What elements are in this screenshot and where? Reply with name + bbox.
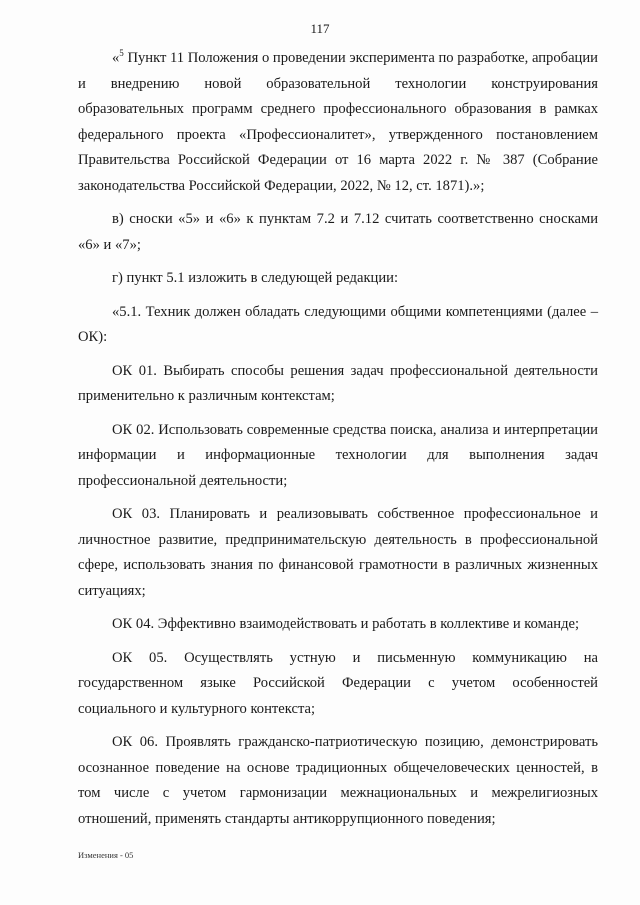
footnote-paragraph <box>78 46 598 199</box>
paragraph-v: в) сноски «5» и «6» к пунктам 7.2 и 7.12 считать соответственно сносками «6» и «7»; <box>78 211 598 253</box>
competency-ok-05: ОК 05. Осуществлять устную и письменную коммуникацию на государственном языке Российской Федерации с учетом особенностей социального и культурного контекста; <box>78 649 598 717</box>
competency-ok-06: ОК 06. Проявлять гражданско-патриотическую позицию, демонстрировать осознанное поведение на основе традиционных общечеловеческих ценностей, в том числе с учетом гармонизации межнациональных и межрелигиозных отношений, применять стандарты антикоррупционного поведения; <box>78 734 598 827</box>
competency-ok-02: ОК 02. Использовать современные средства поиска, анализа и интерпретации информации и информационные технологии для выполнения задач профессиональной деятельности; <box>78 421 598 489</box>
footnote-text: Пункт 11 Положения о проведении эксперимента по разработке, апробации и внедрению новой образовательной технологии конструирования образовательных программ среднего профессионального образования в рамках федерального проекта «Профессионалитет», утвержденного постановлением Правительства Российской Федерации от 16 марта 2022 г. № 387 (Собрание законодательства Российской Федерации, 2022, № 12, ст. 1871).»; <box>78 50 598 194</box>
paragraph-5-1: «5.1. Техник должен обладать следующими общими компетенциями (далее – ОК): <box>78 303 598 345</box>
footnote-marker: 5 <box>119 48 124 58</box>
page-number: 117 <box>310 21 330 36</box>
competency-ok-01: ОК 01. Выбирать способы решения задач профессиональной деятельности применительно к различным контекстам; <box>78 362 598 404</box>
competency-ok-03: ОК 03. Планировать и реализовывать собственное профессиональное и личностное развитие, предпринимательскую деятельность в профессиональной сфере, использовать знания по финансовой грамотности в различных жизненных ситуациях; <box>78 506 598 599</box>
document-body <box>78 46 598 832</box>
paragraph-g: г) пункт 5.1 изложить в следующей редакции: <box>112 270 399 286</box>
footer-revision: Изменения - 05 <box>78 850 134 860</box>
quote-open: « <box>112 50 120 66</box>
competency-ok-04: ОК 04. Эффективно взаимодействовать и работать в коллективе и команде; <box>112 616 580 632</box>
